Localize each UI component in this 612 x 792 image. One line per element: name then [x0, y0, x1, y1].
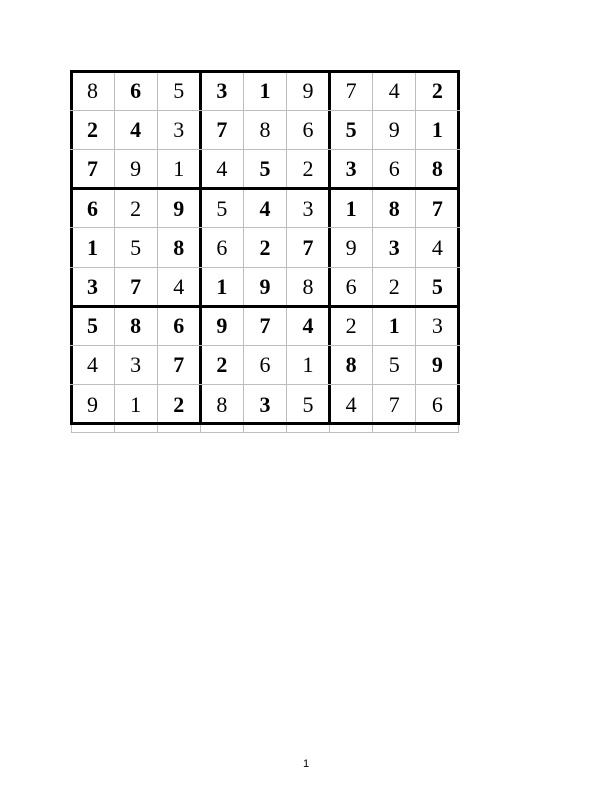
sudoku-cell-r2-c4: 7 [216, 117, 228, 143]
sudoku-cell-r3-c8: 6 [388, 156, 400, 182]
cell-divider-horizontal [71, 432, 459, 433]
sudoku-cell-r6-c2: 7 [130, 274, 142, 300]
sudoku-cell-r4-c2: 2 [130, 195, 142, 221]
sudoku-cell-r5-c7: 9 [345, 234, 357, 260]
sudoku-cell-r9-c5: 3 [259, 391, 271, 417]
sudoku-cell-r1-c4: 3 [216, 78, 228, 104]
sudoku-cell-r4-c8: 8 [388, 195, 400, 221]
sudoku-cell-r2-c7: 5 [345, 117, 357, 143]
sudoku-cell-r9-c4: 8 [216, 391, 228, 417]
sudoku-cell-r5-c3: 8 [173, 234, 185, 260]
sudoku-cell-r5-c2: 5 [130, 234, 142, 260]
sudoku-cell-r8-c8: 5 [388, 352, 400, 378]
sudoku-cell-r1-c3: 5 [173, 78, 185, 104]
sudoku-board [71, 71, 460, 437]
sudoku-cell-r4-c4: 5 [216, 195, 228, 221]
sudoku-cell-r9-c2: 1 [130, 391, 142, 417]
sudoku-cell-r3-c9: 8 [431, 156, 443, 182]
sudoku-cell-r7-c5: 7 [259, 313, 271, 339]
sudoku-cell-r6-c5: 9 [259, 274, 271, 300]
sudoku-cell-r3-c1: 7 [87, 156, 99, 182]
sudoku-cell-r6-c6: 8 [302, 274, 314, 300]
sudoku-cell-r3-c6: 2 [302, 156, 314, 182]
sudoku-cell-r5-c9: 4 [431, 234, 443, 260]
sudoku-cell-r4-c9: 7 [431, 195, 443, 221]
box-border-horizontal [70, 70, 461, 73]
sudoku-cell-r8-c5: 6 [259, 352, 271, 378]
cell-divider-vertical [157, 71, 158, 433]
box-border-horizontal [70, 187, 461, 190]
cell-divider-horizontal [70, 267, 461, 268]
sudoku-cell-r3-c4: 4 [216, 156, 228, 182]
sudoku-cell-r6-c1: 3 [87, 274, 99, 300]
box-border-horizontal [70, 305, 461, 308]
cell-divider-horizontal [70, 110, 461, 111]
sudoku-cell-r5-c8: 3 [388, 234, 400, 260]
sudoku-cell-r7-c8: 1 [388, 313, 400, 339]
cell-divider-vertical [372, 71, 373, 433]
sudoku-cell-r4-c7: 1 [345, 195, 357, 221]
sudoku-cell-r9-c9: 6 [431, 391, 443, 417]
sudoku-cell-r7-c9: 3 [431, 313, 443, 339]
sudoku-cell-r1-c9: 2 [431, 78, 443, 104]
sudoku-cell-r5-c5: 2 [259, 234, 271, 260]
sudoku-cell-r2-c9: 1 [431, 117, 443, 143]
sudoku-cell-r2-c6: 6 [302, 117, 314, 143]
cell-divider-vertical [243, 71, 244, 433]
sudoku-cell-r6-c4: 1 [216, 274, 228, 300]
box-border-vertical [70, 71, 73, 424]
sudoku-cell-r5-c6: 7 [302, 234, 314, 260]
cell-divider-vertical [286, 71, 287, 433]
cell-divider-horizontal [70, 345, 461, 346]
box-border-horizontal [70, 422, 461, 425]
cell-divider-horizontal [70, 227, 461, 228]
sudoku-cell-r2-c5: 8 [259, 117, 271, 143]
sudoku-cell-r8-c2: 3 [130, 352, 142, 378]
sudoku-cell-r8-c3: 7 [173, 352, 185, 378]
sudoku-cell-r9-c1: 9 [87, 391, 99, 417]
box-border-vertical [328, 71, 331, 424]
sudoku-cell-r8-c4: 2 [216, 352, 228, 378]
page-number: 1 [302, 758, 310, 770]
sudoku-cell-r1-c6: 9 [302, 78, 314, 104]
sudoku-cell-r7-c1: 5 [87, 313, 99, 339]
sudoku-cell-r8-c1: 4 [87, 352, 99, 378]
sudoku-cell-r4-c3: 9 [173, 195, 185, 221]
cell-divider-horizontal [70, 149, 461, 150]
sudoku-cell-r4-c6: 3 [302, 195, 314, 221]
sudoku-cell-r1-c1: 8 [87, 78, 99, 104]
sudoku-cell-r1-c8: 4 [388, 78, 400, 104]
sudoku-cell-r3-c5: 5 [259, 156, 271, 182]
sudoku-cell-r8-c7: 8 [345, 352, 357, 378]
sudoku-cell-r5-c4: 6 [216, 234, 228, 260]
sudoku-cell-r1-c7: 7 [345, 78, 357, 104]
sudoku-cell-r7-c2: 8 [130, 313, 142, 339]
sudoku-cell-r1-c2: 6 [130, 78, 142, 104]
sudoku-cell-r7-c3: 6 [173, 313, 185, 339]
cell-divider-vertical [415, 71, 416, 433]
sudoku-cell-r6-c7: 6 [345, 274, 357, 300]
sudoku-cell-r2-c3: 3 [173, 117, 185, 143]
sudoku-cell-r7-c4: 9 [216, 313, 228, 339]
sudoku-cell-r3-c3: 1 [173, 156, 185, 182]
sudoku-cell-r6-c3: 4 [173, 274, 185, 300]
sudoku-cell-r6-c9: 5 [431, 274, 443, 300]
sudoku-cell-r3-c2: 9 [130, 156, 142, 182]
sudoku-cell-r4-c1: 6 [87, 195, 99, 221]
sudoku-cell-r4-c5: 4 [259, 195, 271, 221]
sudoku-cell-r9-c3: 2 [173, 391, 185, 417]
box-border-vertical [457, 71, 460, 424]
sudoku-cell-r9-c6: 5 [302, 391, 314, 417]
sudoku-cell-r8-c9: 9 [431, 352, 443, 378]
sudoku-cell-r1-c5: 1 [259, 78, 271, 104]
cell-divider-horizontal [70, 384, 461, 385]
sudoku-cell-r7-c6: 4 [302, 313, 314, 339]
sudoku-cell-r6-c8: 2 [388, 274, 400, 300]
box-border-vertical [199, 71, 202, 424]
sudoku-cell-r9-c7: 4 [345, 391, 357, 417]
sudoku-cell-r3-c7: 3 [345, 156, 357, 182]
sudoku-cell-r9-c8: 7 [388, 391, 400, 417]
sudoku-cell-r7-c7: 2 [345, 313, 357, 339]
sudoku-cell-r5-c1: 1 [87, 234, 99, 260]
cell-divider-vertical [114, 71, 115, 433]
sudoku-cell-r2-c2: 4 [130, 117, 142, 143]
sudoku-cell-r2-c8: 9 [388, 117, 400, 143]
sudoku-cell-r8-c6: 1 [302, 352, 314, 378]
sudoku-cell-r2-c1: 2 [87, 117, 99, 143]
